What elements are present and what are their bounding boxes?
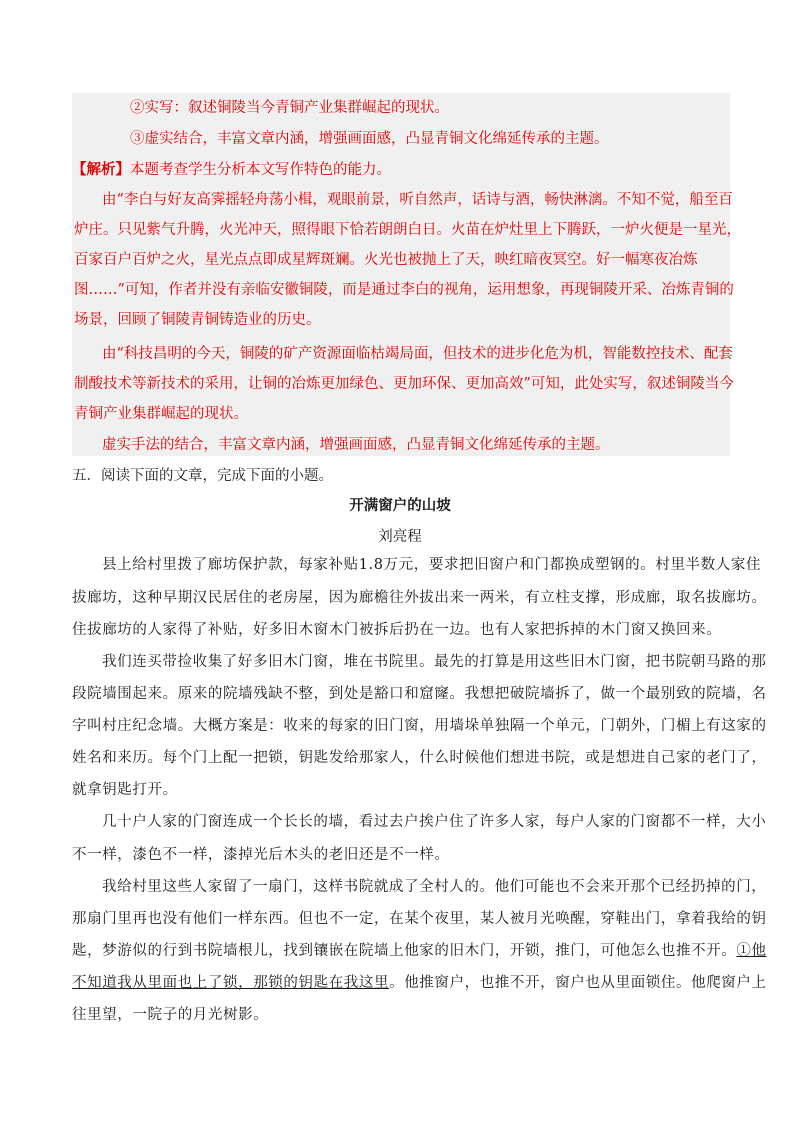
question-header: 五．阅读下面的文章，完成下面的小题。 bbox=[72, 468, 333, 484]
article-p4-text: 匙，梦游似的行到书院墙根儿，找到镶嵌在院墙上他家的旧木门，开锁，推门，可他怎么也推不开。 bbox=[72, 943, 737, 959]
article-p2-line: 字叫村庄纪念墙。大概方案是：收来的每家的旧门窗，用墙垛单独隔一个单元，门朝外，门楣上有这家的 bbox=[72, 718, 767, 734]
underlined-sentence: 不知道我从里面也上了锁，那锁的钥匙在我这里 bbox=[72, 975, 390, 991]
analysis-para1-line: 图……”可知，作者并没有亲临安徽铜陵，而是通过李白的视角，运用想象，再现铜陵开采、冶炼青铜的 bbox=[74, 282, 734, 298]
analysis-tag: 【解析】 bbox=[72, 161, 130, 178]
analysis-para1-line: 百家百户百炉之火，星光点点即成星辉斑斓。火光也被抛上了天，映红暗夜冥空。好一幅寒夜冶炼 bbox=[74, 252, 698, 268]
article-p2-line: 姓名和来历。每个门上配一把锁，钥匙发给那家人，什么时候他们想进书院，或是想进自己家的老门了， bbox=[72, 750, 767, 766]
article-author: 刘亮程 bbox=[378, 529, 422, 545]
article-p3-line: 几十户人家的门窗连成一个长长的墙，看过去户挨户住了许多人家，每户人家的门窗都不一样，大小 bbox=[102, 814, 767, 830]
analysis-para3: 虚实手法的结合，丰富文章内涵，增强画面感，凸显青铜文化绵延传承的主题。 bbox=[102, 437, 610, 453]
article-p4-line bbox=[72, 941, 767, 961]
article-p1-line: 县上给村里拨了廊坊保护款，每家补贴1.8万元，要求把旧窗户和门都换成塑钢的。村里半数人家住 bbox=[102, 557, 762, 573]
article-p1-line: 住拔廊坊的人家得了补贴，好多旧木窗木门被拆后扔在一边。也有人家把拆掉的木门窗又换回来。 bbox=[72, 622, 722, 638]
analysis-para2-line: 由“科技昌明的今天，铜陵的矿产资源面临枯竭局面，但技术的进步化危为机，智能数控技术、配套 bbox=[102, 346, 733, 362]
article-p4-line: 我给村里这些人家留了一扇门，这样书院就成了全村人的。他们可能也不会来开那个已经扔掉的门， bbox=[102, 879, 767, 895]
article-p1-line: 拔廊坊，这种早期汉民居住的老房屋，因为廊檐往外拔出来一两米，有立柱支撑，形成廊，取名拔廊坊。 bbox=[72, 590, 767, 606]
article-p3-line: 不一样，漆色不一样，漆掉光后木头的老旧还是不一样。 bbox=[72, 847, 450, 863]
analysis-line bbox=[72, 160, 730, 180]
analysis-para2-line: 制酸技术等新技术的采用，让铜的冶炼更加绿色、更加环保、更加高效”可知，此处实写，叙述铜陵当今 bbox=[74, 376, 734, 392]
analysis-para1-line: 由“李白与好友高霁摇轻舟荡小楫，观眼前景，听自然声，话诗与酒，畅快淋漓。不知不觉，船至百 bbox=[102, 192, 733, 208]
analysis-intro: 本题考查学生分析本文写作特色的能力。 bbox=[130, 162, 391, 178]
analysis-para2-line: 青铜产业集群崛起的现状。 bbox=[74, 406, 248, 422]
article-p4-line: 往里望，一院子的月光树影。 bbox=[72, 1007, 269, 1023]
article-title: 开满窗户的山坡 bbox=[349, 497, 451, 514]
analysis-para1-line: 炉庄。只见紫气升腾，火光冲天，照得眼下恰若朗朗白日。火苗在炉灶里上下腾跃，一炉火便是一星光， bbox=[74, 222, 741, 238]
article-p2-line: 就拿钥匙打开。 bbox=[72, 782, 178, 798]
article-p4-line bbox=[72, 973, 767, 993]
answer-point-3: ③虚实结合，丰富文章内涵，增强画面感，凸显青铜文化绵延传承的主题。 bbox=[130, 131, 609, 147]
article-p2-line: 我们连买带捡收集了好多旧木门窗，堆在书院里。最先的打算是用这些旧木门窗，把书院朝马路的那 bbox=[102, 654, 767, 670]
article-p2-line: 段院墙围起来。原来的院墙残缺不整，到处是豁口和窟窿。我想把破院墙拆了，做一个最别致的院墙，名 bbox=[72, 686, 767, 702]
underlined-sentence-start: ①他 bbox=[736, 943, 767, 959]
article-p4-line: 那扇门里再也没有他们一样东西。但也不一定，在某个夜里，某人被月光唤醒，穿鞋出门，拿着我给的钥 bbox=[72, 911, 767, 927]
analysis-para1-line: 场景，回顾了铜陵青铜铸造业的历史。 bbox=[74, 312, 321, 328]
answer-point-2: ②实写：叙述铜陵当今青铜产业集群崛起的现状。 bbox=[130, 100, 449, 116]
article-p4-text: 。他推窗户，也推不开，窗户也从里面锁住。他爬窗户上 bbox=[389, 975, 767, 991]
